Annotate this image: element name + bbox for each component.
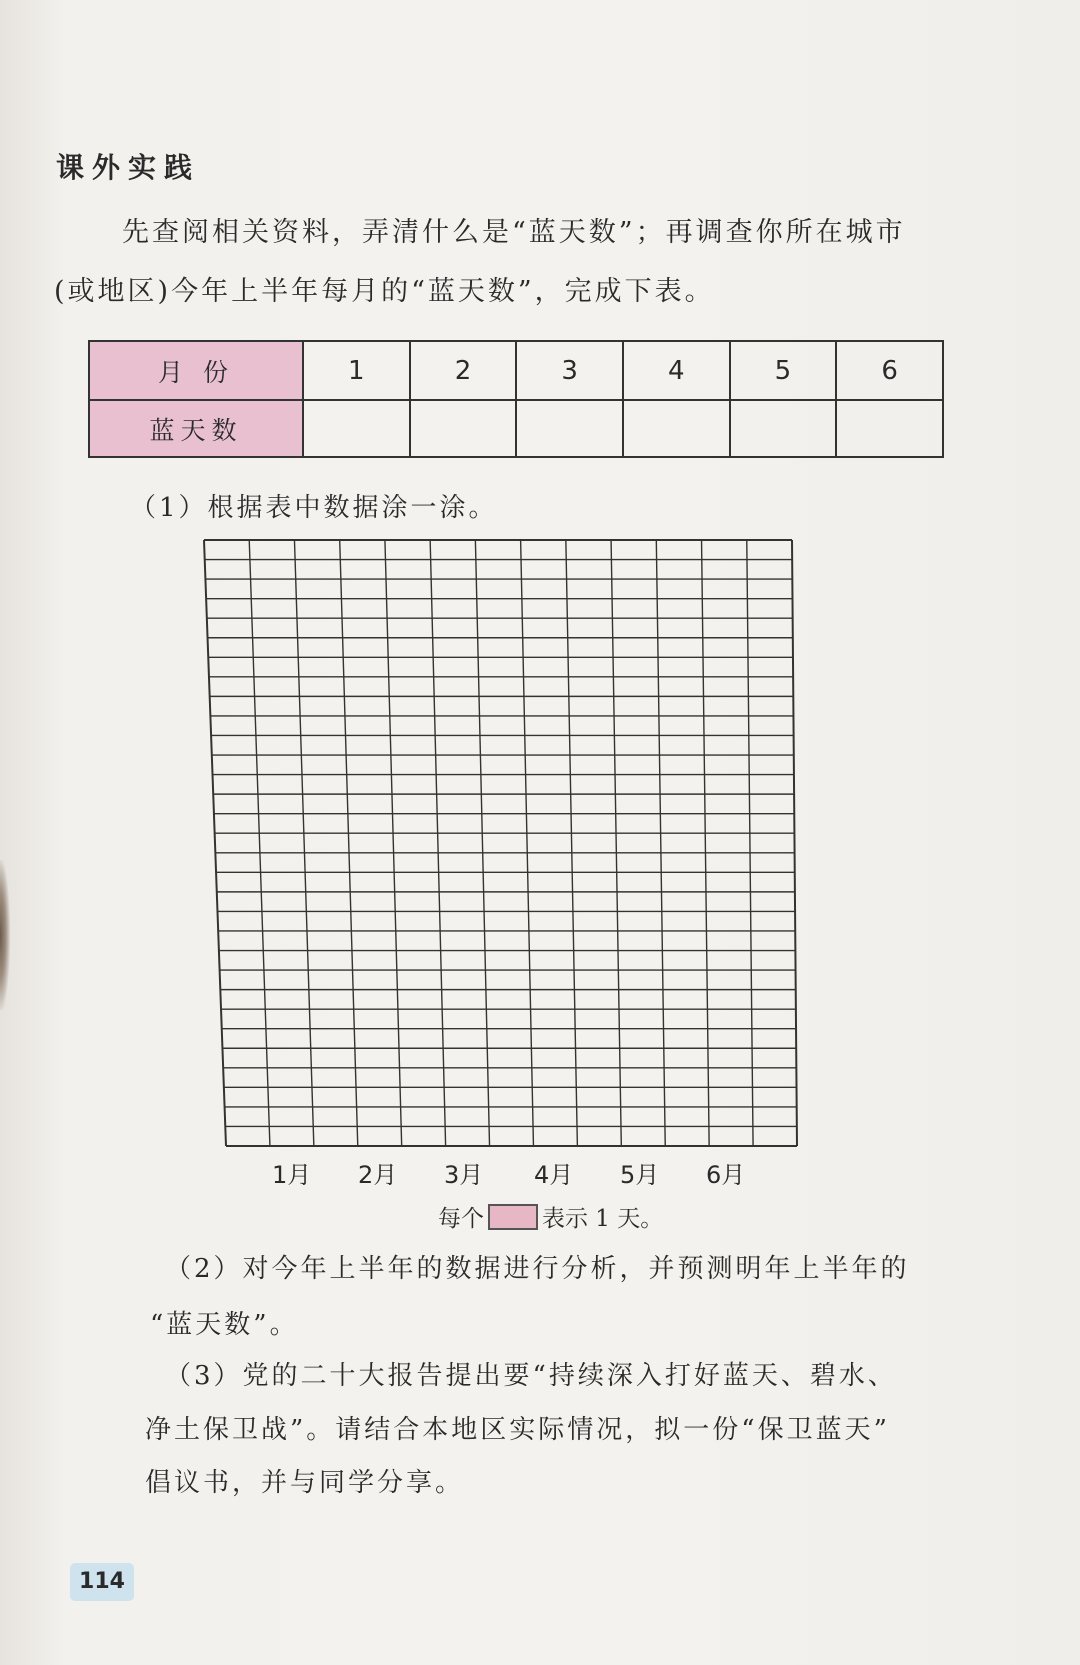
grid-column-line (475, 540, 489, 1146)
month-cell: 5 (730, 341, 837, 400)
grid-column-line (385, 540, 402, 1146)
section-title: 课外实践 (56, 151, 201, 184)
page-number: 114 (70, 1563, 134, 1601)
question-3-line-2: 净土保卫战”。请结合本地区实际情况，拟一份“保卫蓝天” (145, 1415, 890, 1445)
grid-column-line (249, 540, 270, 1146)
question-3-line-1: （3）党的二十大报告提出要“持续深入打好蓝天、碧水、 (165, 1361, 897, 1391)
legend-suffix: 表示 1 天。 (542, 1206, 664, 1232)
x-tick-label: 4月 (534, 1161, 574, 1189)
legend-swatch (488, 1204, 538, 1230)
x-tick-label: 1月 (272, 1161, 312, 1189)
month-cell: 1 (303, 341, 410, 400)
question-3-line-3: 倡议书，并与同学分享。 (145, 1468, 465, 1498)
grid-column-line (611, 540, 621, 1146)
month-cell: 2 (410, 341, 517, 400)
x-tick-label: 3月 (444, 1161, 484, 1189)
month-cell: 4 (623, 341, 730, 400)
intro-line-1: 先查阅相关资料，弄清什么是“蓝天数”；再调查你所在城市 (122, 217, 906, 248)
grid-lines (204, 540, 797, 1146)
x-tick-label: 6月 (706, 1161, 746, 1189)
grid-column-line (340, 540, 358, 1146)
grid-column-line (702, 540, 710, 1146)
month-cell: 3 (516, 341, 623, 400)
legend (438, 1200, 663, 1233)
month-cell: 6 (836, 341, 943, 400)
x-tick-label: 2月 (358, 1161, 398, 1189)
legend-prefix: 每个 (438, 1206, 484, 1232)
grid-column-line (521, 540, 534, 1146)
intro-line-2: (或地区)今年上半年每月的“蓝天数”，完成下表。 (54, 276, 715, 307)
month-header: 月 份 (89, 341, 303, 400)
x-tick-label: 5月 (620, 1161, 660, 1189)
grid-column-line (656, 540, 665, 1146)
question-1: （1）根据表中数据涂一涂。 (130, 493, 498, 523)
grid-column-line (294, 540, 313, 1146)
grid-column-line (792, 540, 797, 1146)
days-header: 蓝天数 (89, 400, 303, 457)
grid-column-line (566, 540, 578, 1146)
grid-column-line (204, 540, 226, 1146)
question-2-line-1: （2）对今年上半年的数据进行分析，并预测明年上半年的 (165, 1254, 910, 1284)
grid-column-line (430, 540, 445, 1146)
question-2-line-2: “蓝天数”。 (150, 1310, 299, 1340)
grid-column-line (747, 540, 753, 1146)
